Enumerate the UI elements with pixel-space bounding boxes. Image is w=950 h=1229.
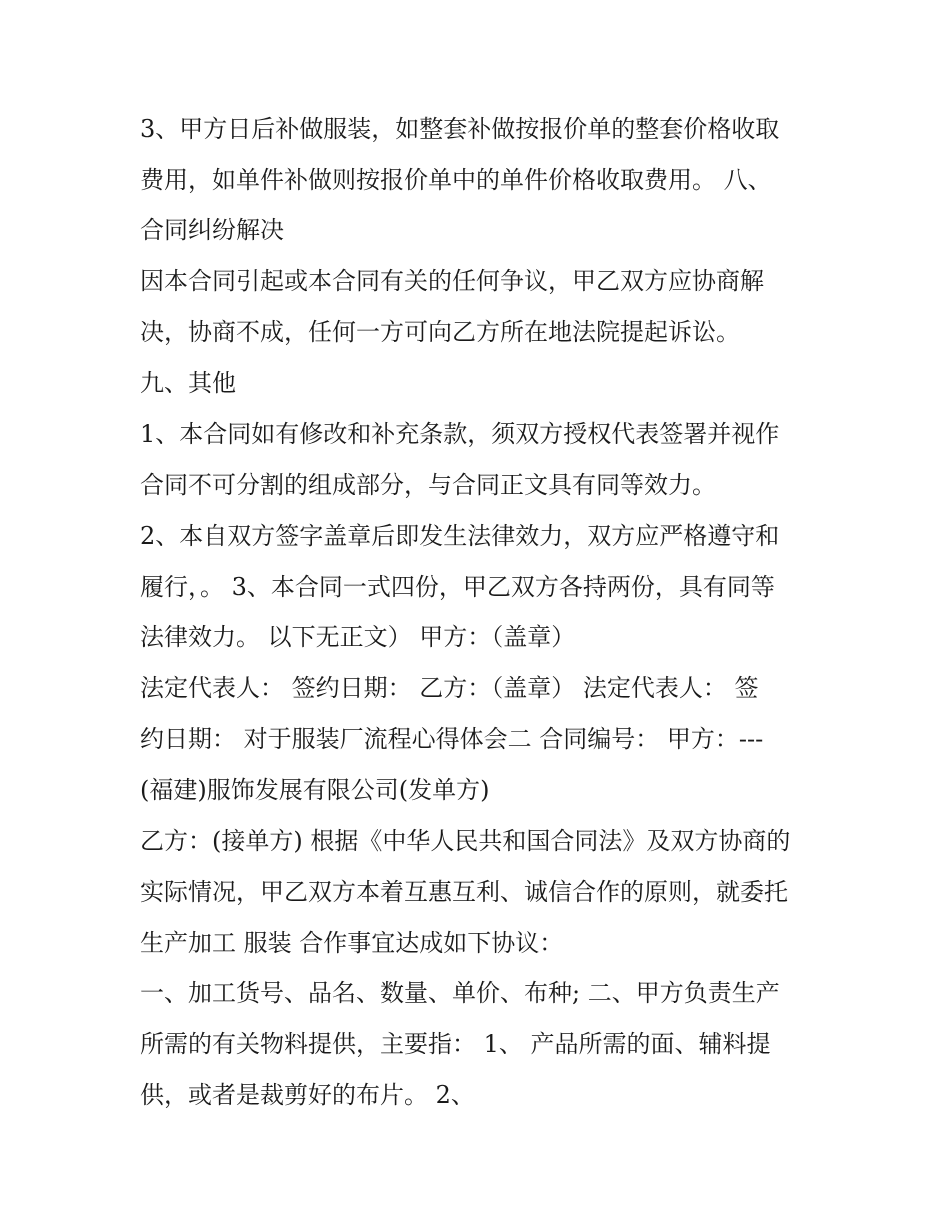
- text-line: 费用，如单件补做则按报价单中的单件价格收取费用。 八、: [140, 166, 772, 194]
- text-line: 法定代表人： 签约日期： 乙方：（盖章） 法定代表人： 签: [140, 674, 759, 702]
- text-line: 合同不可分割的组成部分，与合同正文具有同等效力。: [140, 471, 716, 499]
- text-line: 乙方：(接单方) 根据《中华人民共和国合同法》及双方协商的: [140, 827, 791, 855]
- text-line: 3、甲方日后补做服装，如整套补做按报价单的整套价格收取: [140, 115, 780, 143]
- text-line: 生产加工 服装 合作事宜达成如下协议：: [140, 929, 564, 957]
- text-line: 决，协商不成，任何一方可向乙方所在地法院提起诉讼。: [140, 318, 740, 346]
- text-line: 一、加工货号、品名、数量、单价、布种; 二、甲方负责生产: [140, 979, 780, 1007]
- text-line: 约日期： 对于服装厂流程心得体会二 合同编号： 甲方：---: [140, 725, 764, 753]
- text-line: 履行，。 3、本合同一式四份，甲乙双方各持两份，具有同等: [140, 573, 775, 601]
- text-line: 2、本自双方签字盖章后即发生法律效力，双方应严格遵守和: [140, 522, 780, 550]
- text-line: 供，或者是裁剪好的布片。 2、: [140, 1081, 475, 1109]
- text-line: 所需的有关物料提供，主要指： 1、 产品所需的面、辅料提: [140, 1030, 771, 1058]
- section-heading: 合同纠纷解决: [140, 216, 284, 244]
- text-line: 1、本合同如有修改和补充条款，须双方授权代表签署并视作: [140, 420, 780, 448]
- text-line: 法律效力。 以下无正文） 甲方：（盖章）: [140, 623, 576, 651]
- text-line: (福建)服饰发展有限公司(发单方): [140, 776, 490, 804]
- section-heading: 九、其他: [140, 369, 236, 397]
- text-line: 实际情况，甲乙双方本着互惠互利、诚信合作的原则，就委托: [140, 878, 788, 906]
- text-line: 因本合同引起或本合同有关的任何争议，甲乙双方应协商解: [140, 267, 764, 295]
